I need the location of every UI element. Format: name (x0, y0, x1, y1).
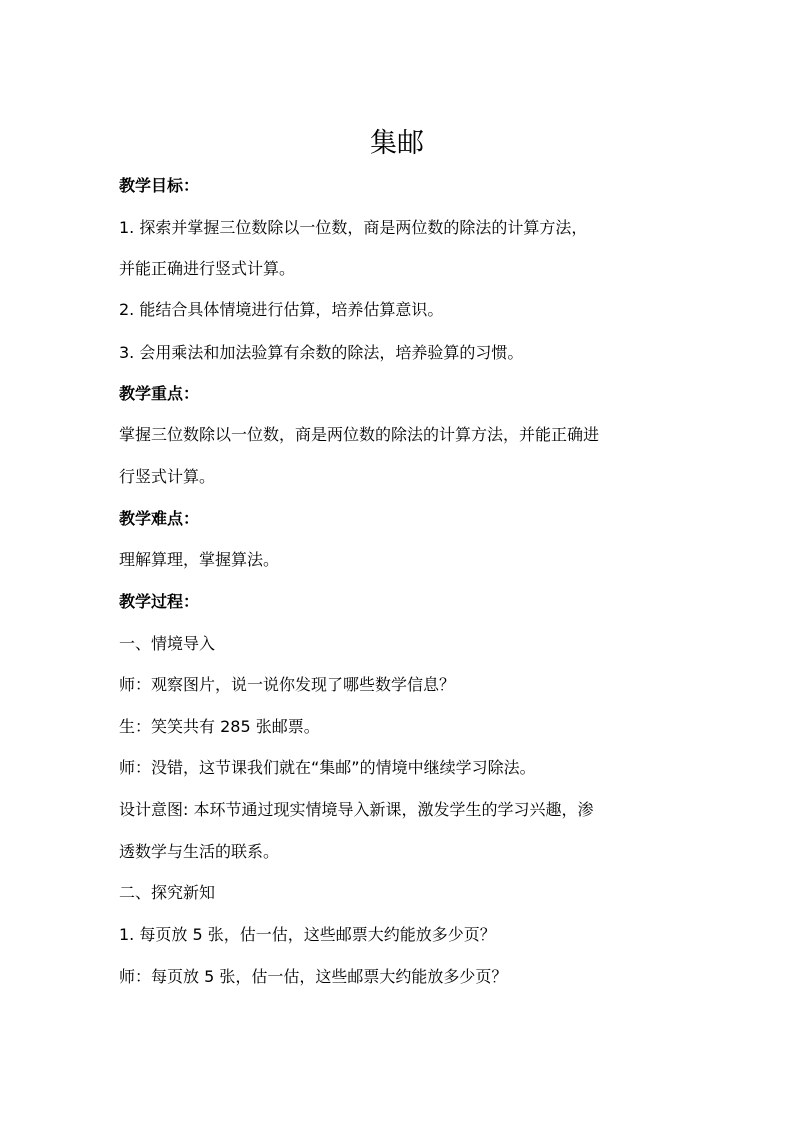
key-points-line-2: 行竖式计算。 (119, 467, 216, 486)
section-2-heading: 二、探究新知 (119, 883, 216, 902)
student-line-1: 生：笑笑共有 285 张邮票。 (119, 717, 320, 736)
teacher-line-1: 师：观察图片，说一说你发现了哪些数学信息？ (119, 675, 456, 694)
heading-teaching-process: 教学过程： (119, 592, 200, 611)
goal-1-line-2: 并能正确进行竖式计算。 (119, 259, 296, 278)
key-points-line-1: 掌握三位数除以一位数，商是两位数的除法的计算方法，并能正确进 (119, 425, 600, 444)
design-intent-line-2: 透数学与生活的联系。 (119, 842, 280, 861)
goal-2: 2. 能结合具体情境进行估算，培养估算意识。 (119, 300, 444, 319)
goal-3: 3. 会用乘法和加法验算有余数的除法，培养验算的习惯。 (119, 343, 524, 362)
difficult-points-text: 理解算理，掌握算法。 (119, 550, 280, 569)
section-1-heading: 一、情境导入 (119, 634, 216, 653)
teacher-line-3: 师：每页放 5 张，估一估，这些邮票大约能放多少页？ (119, 967, 508, 986)
goal-1-line-1: 1. 探索并掌握三位数除以一位数，商是两位数的除法的计算方法， (119, 218, 588, 237)
heading-teaching-goals: 教学目标： (119, 176, 200, 195)
heading-key-points: 教学重点： (119, 384, 200, 403)
question-1: 1. 每页放 5 张，估一估，这些邮票大约能放多少页？ (119, 925, 496, 944)
heading-difficult-points: 教学难点： (119, 509, 200, 528)
teacher-line-2: 师：没错，这节课我们就在“集邮”的情境中继续学习除法。 (119, 758, 536, 777)
document-title: 集邮 (370, 128, 424, 159)
design-intent-line-1: 设计意图: 本环节通过现实情境导入新课，激发学生的学习兴趣，渗 (119, 800, 594, 819)
